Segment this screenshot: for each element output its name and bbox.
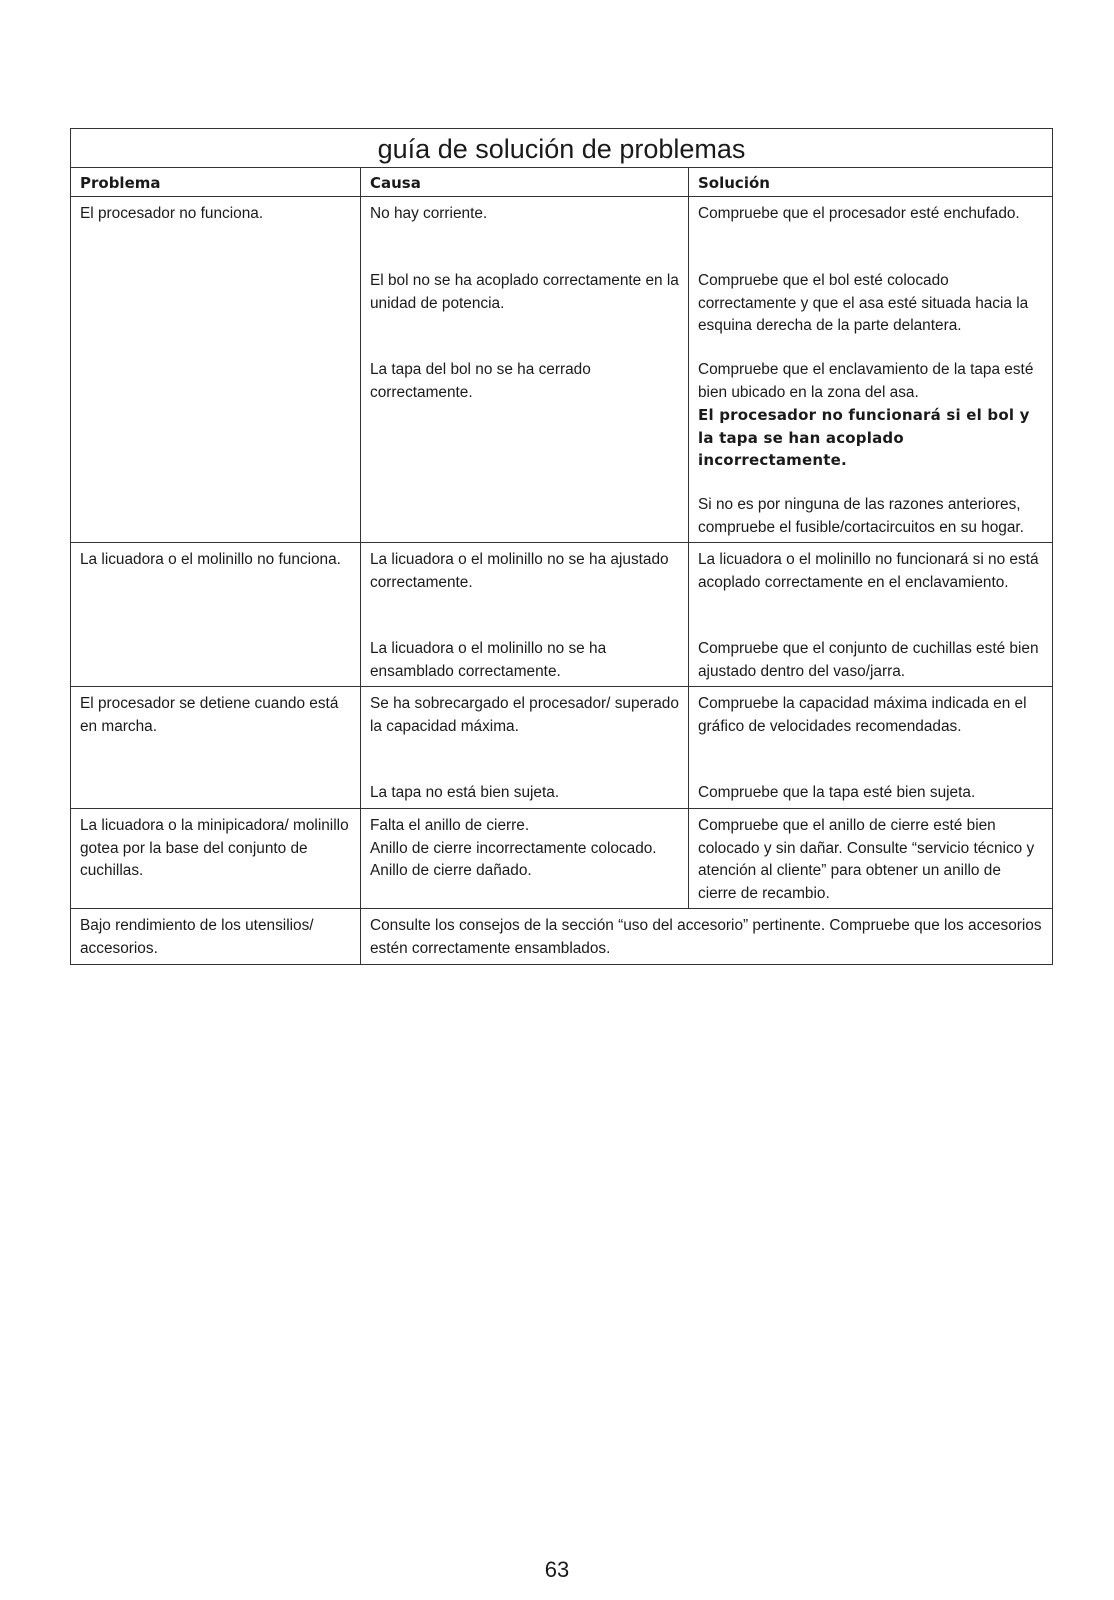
header-row (71, 168, 1053, 197)
cause-text: La tapa no está bien sujeta. (370, 784, 560, 802)
solution-text: Si no es por ninguna de las razones anteriores, compruebe el fusible/cortacircuitos en su hogar. (698, 495, 1024, 536)
problem-text: La licuadora o el molinillo no funciona. (80, 551, 341, 569)
solution-text: Compruebe la capacidad máxima indicada en el gráfico de velocidades recomendadas. (698, 695, 1027, 735)
cause-text: No hay corriente. (370, 205, 488, 222)
cause-text: La tapa del bol no se ha cerrado correctamente. (370, 361, 591, 401)
solution-text: Compruebe que el anillo de cierre esté bien colocado y sin dañar. Consulte “servicio técnico y atención al cliente” para obtener un anillo de cierre de recambio. (698, 816, 1035, 902)
cause-cell (361, 543, 689, 687)
solution-text: Compruebe que el conjunto de cuchillas esté bien ajustado dentro del vaso/jarra. (698, 640, 1039, 680)
page-number: 63 (544, 1557, 570, 1582)
problem-cell (71, 197, 361, 543)
cause-text: Se ha sobrecargado el procesador/ superado la capacidad máxima. (370, 695, 679, 735)
problem-cell (71, 909, 361, 964)
problem-cell (71, 808, 361, 908)
table-title: guía de solución de problemas (71, 129, 1053, 168)
problem-text: El procesador no funciona. (80, 205, 264, 222)
cause-text: La licuadora o el molinillo no se ha ensamblado correctamente. (370, 640, 607, 680)
header-problem: Problema (71, 168, 361, 197)
cause-text: Falta el anillo de cierre. (370, 816, 530, 834)
solution-cell (689, 687, 1053, 809)
cause-solution-cell (361, 909, 1053, 964)
cause-text: El bol no se ha acoplado correctamente en la unidad de potencia. (370, 272, 679, 312)
problem-cell (71, 687, 361, 809)
problem-text: Bajo rendimiento de los utensilios/ accesorios. (80, 917, 314, 957)
table-row (71, 543, 1053, 687)
cause-text: La licuadora o el molinillo no se ha ajustado correctamente. (370, 551, 669, 591)
cause-solution-text: Consulte los consejos de la sección “uso del accesorio” pertinente. Compruebe que los accesorios estén correctamente ensamblados. (370, 917, 1042, 957)
cause-text: Anillo de cierre dañado. (370, 862, 532, 880)
solution-text: Compruebe que el bol esté colocado correctamente y que el asa esté situada hacia la esquina derecha de la parte delantera. (698, 272, 1029, 335)
troubleshooting-table (70, 128, 1053, 965)
solution-text: Compruebe que el procesador esté enchufado. (698, 205, 1020, 222)
title-row (71, 129, 1053, 168)
problem-text: El procesador se detiene cuando está en marcha. (80, 695, 339, 735)
table-row (71, 197, 1053, 543)
solution-cell (689, 197, 1053, 543)
problem-cell (71, 543, 361, 687)
warning-text: El procesador no funcionará si el bol y la tapa se han acoplado incorrectamente. (698, 406, 1030, 470)
cause-text: Anillo de cierre incorrectamente colocado. (370, 839, 657, 857)
header-cause: Causa (361, 168, 689, 197)
table-row (71, 909, 1053, 964)
troubleshooting-table-container (70, 128, 1052, 965)
solution-text: Compruebe que la tapa esté bien sujeta. (698, 784, 976, 802)
solution-text: La licuadora o el molinillo no funcionará si no está acoplado correctamente en el enclavamiento. (698, 551, 1039, 591)
header-solution: Solución (689, 168, 1053, 197)
cause-cell (361, 197, 689, 543)
cause-cell (361, 687, 689, 809)
problem-text: La licuadora o la minipicadora/ molinillo gotea por la base del conjunto de cuchillas. (80, 816, 349, 880)
cause-cell (361, 808, 689, 908)
solution-cell (689, 543, 1053, 687)
table-row (71, 808, 1053, 908)
table-row (71, 687, 1053, 809)
solution-text: Compruebe que el enclavamiento de la tapa esté bien ubicado en la zona del asa. (698, 361, 1034, 401)
solution-cell (689, 808, 1053, 908)
